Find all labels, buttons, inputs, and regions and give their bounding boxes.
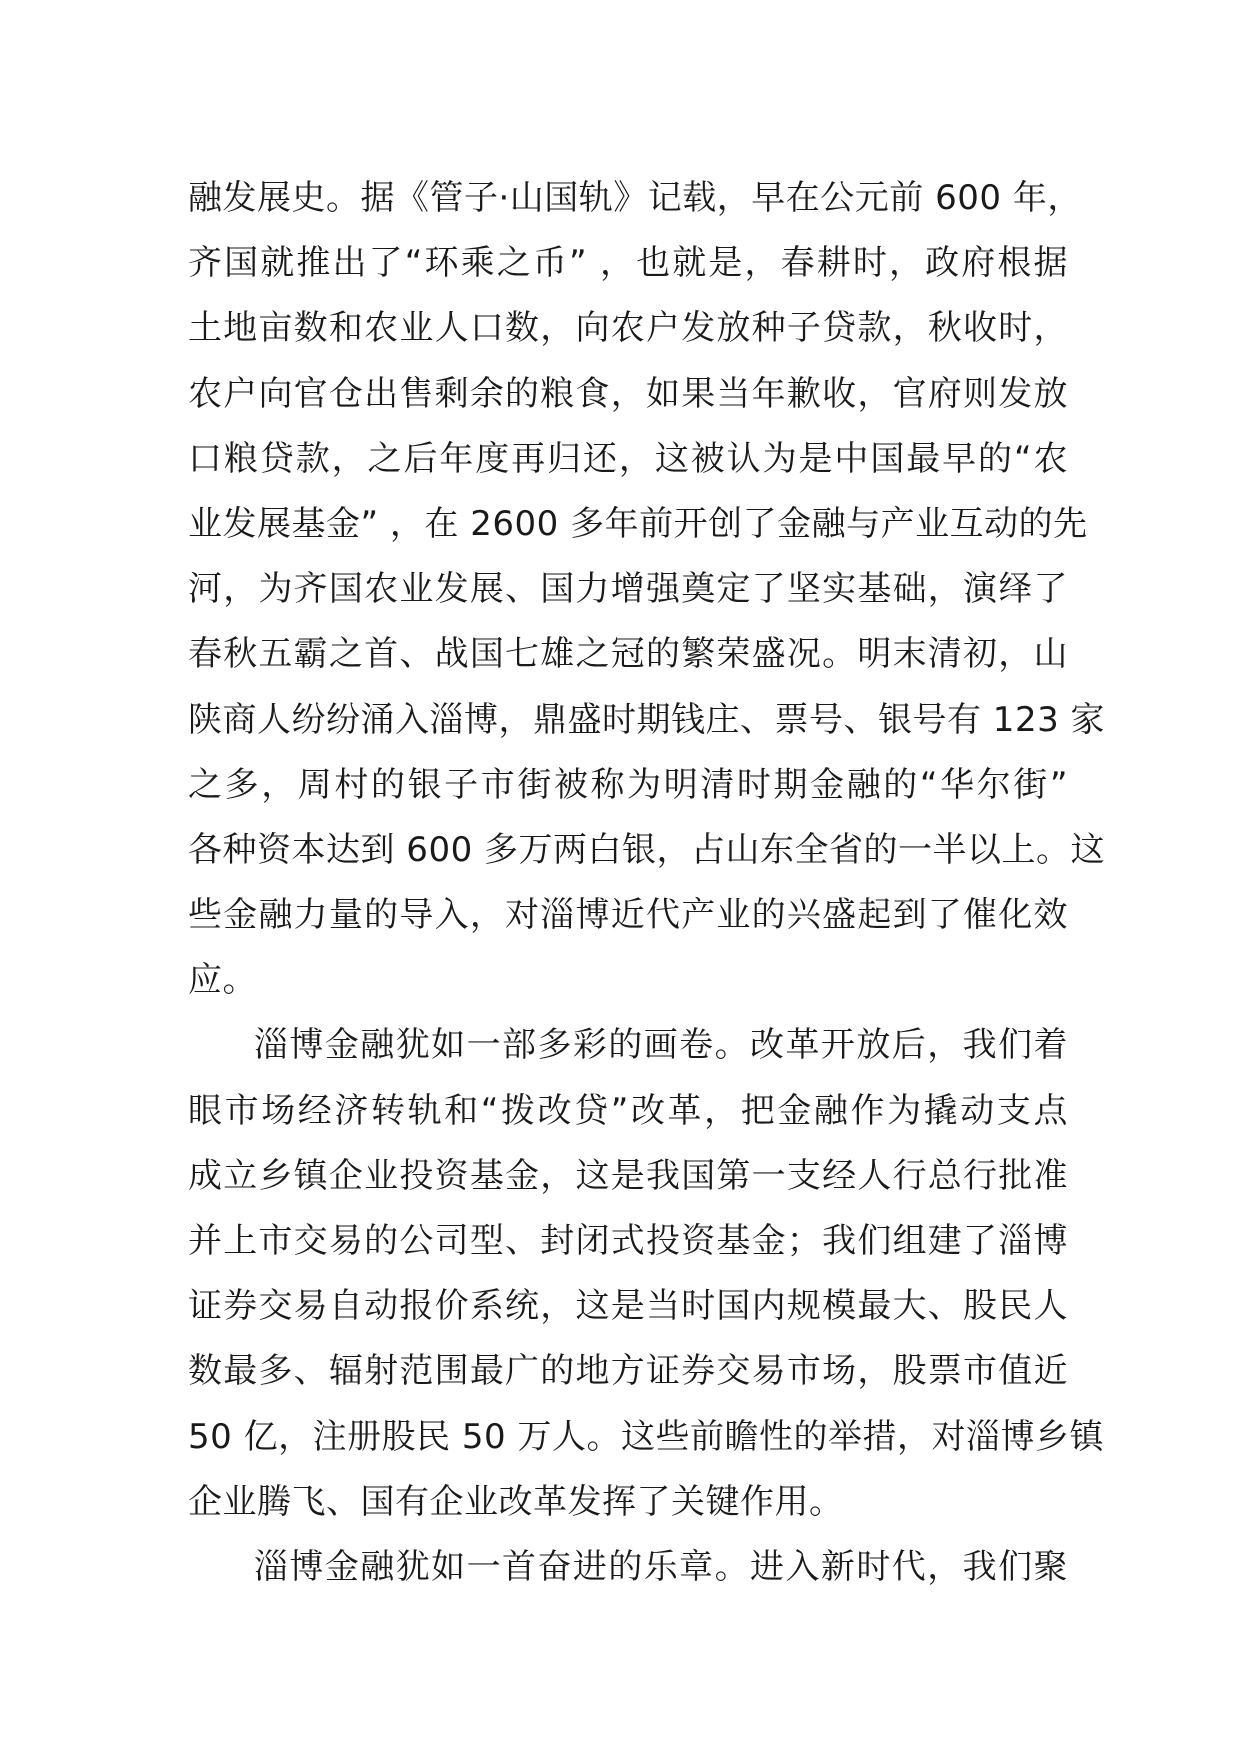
text-line: 河，为齐国农业发展、国力增强奠定了坚实基础，演绎了 [188,569,1068,610]
text-line: 并上市交易的公司型、封闭式投资基金；我们组建了淄博 [188,1221,1068,1261]
text-line: 50 亿，注册股民 50 万人。这些前瞻性的举措，对淄博乡镇 [188,1416,1104,1457]
text-line: 数最多、辐射范围最广的地方证券交易市场，股票市值近 [188,1351,1068,1392]
text-line: 证券交易自动报价系统，这是当时国内规模最大、股民人 [188,1286,1068,1327]
paragraph-start-line: 淄博金融犹如一部多彩的画卷。改革开放后，我们着 [254,1025,1068,1066]
text-line: 业发展基金” ，在 2600 多年前开创了金融与产业互动的先 [188,503,1088,544]
paragraph-start-line: 淄博金融犹如一首奋进的乐章。进入新时代，我们聚 [254,1546,1068,1587]
text-line: 土地亩数和农业人口数，向农户发放种子贷款，秋收时， [188,308,1068,349]
text-line: 融发展史。据《管子·山国轨》记载，早在公元前 600 年， [188,178,1082,218]
body-text [188,166,1106,1600]
text-line: 企业腾飞、国有企业改革发挥了关键作用。 [188,1481,844,1522]
text-line: 成立乡镇企业投资基金，这是我国第一支经人行总行批准 [188,1155,1068,1196]
text-line: 齐国就推出了“环乘之币” ，也就是，春耕时，政府根据 [188,243,1068,284]
text-line: 些金融力量的导入，对淄博近代产业的兴盛起到了催化效 [188,895,1068,936]
text-line: 眼市场经济转轨和“拨改贷”改革，把金融作为撬动支点 [188,1090,1068,1131]
text-line: 应。 [188,960,257,1001]
text-line: 口粮贷款，之后年度再归还，这被认为是中国最早的“农 [188,438,1068,479]
text-line: 农户向官仓出售剩余的粮食，如果当年歉收，官府则发放 [188,373,1068,414]
text-line: 陕商人纷纷涌入淄博，鼎盛时期钱庄、票号、银号有 123 家 [188,699,1106,740]
text-line: 春秋五霸之首、战国七雄之冠的繁荣盛况。明末清初，山 [188,634,1068,675]
text-line: 各种资本达到 600 多万两白银，占山东全省的一半以上。这 [188,829,1106,870]
text-line: 之多，周村的银子市街被称为明清时期金融的“华尔街” [188,764,1068,805]
